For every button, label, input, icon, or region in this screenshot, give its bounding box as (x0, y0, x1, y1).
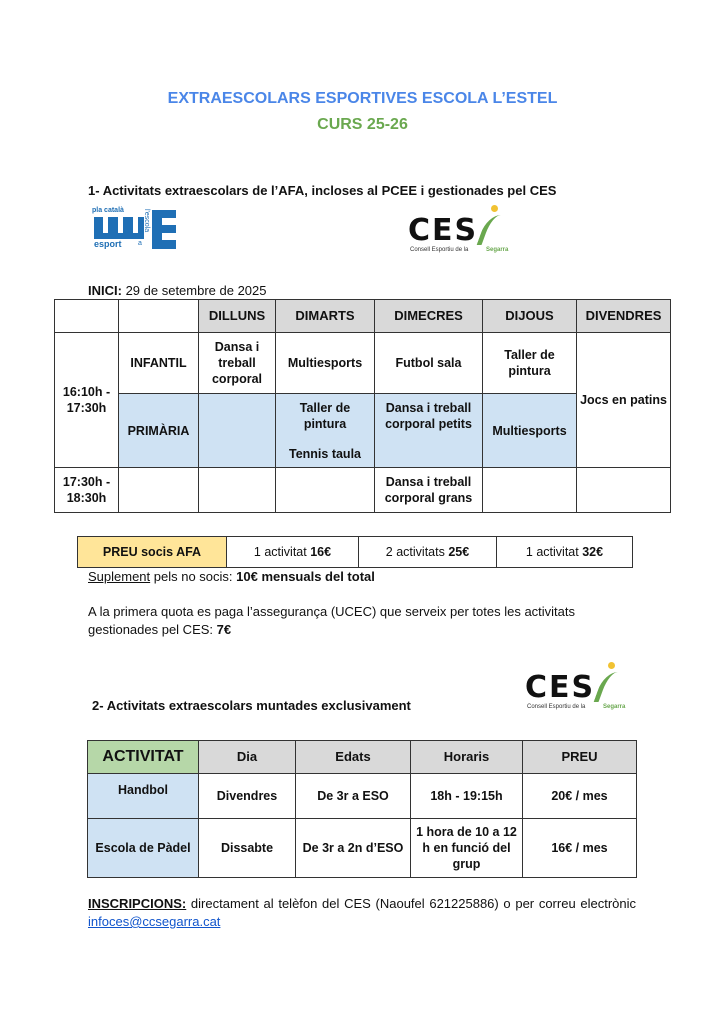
insurance-note: A la primera quota es paga l’assegurança (UCEC) que serveix per totes les activitats gestionades pel CES: 7€ (88, 604, 576, 637)
group-label: INFANTIL (119, 333, 199, 394)
activity-cell: Dansa i treball corporal (199, 333, 276, 394)
activities-table (87, 740, 637, 878)
activity-cell: Multiesports (276, 333, 375, 394)
email-link[interactable]: infoces@ccsegarra.cat (88, 914, 221, 929)
time-slot: 16:10h - 17:30h (55, 333, 119, 468)
ces-logo: CES Consell Esportiu de la Segarra (525, 662, 630, 712)
price-table (77, 536, 633, 568)
day-header: DILLUNS (199, 300, 276, 333)
activity-cell: Dansa i treball corporal petits (375, 394, 483, 468)
day-header: DIMECRES (375, 300, 483, 333)
price-cell: 1 activitat 32€ (497, 537, 633, 568)
time-slot: 17:30h - 18:30h (55, 468, 119, 513)
page-subtitle: CURS 25-26 (317, 116, 408, 133)
page-title: EXTRAESCOLARS ESPORTIVES ESCOLA L’ESTEL (167, 90, 558, 107)
ces-logo: CES Consell Esportiu de la Segarra (408, 205, 513, 255)
group-label: PRIMÀRIA (119, 394, 199, 468)
day-header: DIMARTS (276, 300, 375, 333)
start-date: INICI: 29 de setembre de 2025 (88, 283, 267, 298)
activity-cell: Taller de pintura Tennis taula (276, 394, 375, 468)
activity-cell: Jocs en patins (577, 333, 671, 468)
table-row: Handbol Divendres De 3r a ESO 18h - 19:15h 20€ / mes (88, 774, 637, 819)
table-header-row: ACTIVITAT Dia Edats Horaris PREU (88, 741, 637, 774)
table-row (55, 333, 671, 394)
price-label: PREU socis AFA (78, 537, 227, 568)
activity-cell: Taller de pintura (483, 333, 577, 394)
table-row (55, 468, 671, 513)
activity-cell: Dansa i treball corporal grans (375, 468, 483, 513)
activity-cell: Multiesports (483, 394, 577, 468)
inscriptions-note: INSCRIPCIONS: directament al telèfon del CES (Naoufel 621225886) o per correu electrònic infoces@ccsegarra.cat (88, 896, 636, 929)
price-cell: 2 activitats 25€ (359, 537, 497, 568)
table-row: Escola de Pàdel Dissabte De 3r a 2n d’ESO 1 hora de 10 a 12 h en funció del grup 16€ / mes (88, 819, 637, 878)
supplement-note: Suplement pels no socis: 10€ mensuals del total (88, 569, 375, 584)
schedule-table (54, 299, 671, 513)
price-cell: 1 activitat 16€ (227, 537, 359, 568)
table-header-row (55, 300, 671, 333)
section2-heading: 2- Activitats extraescolars muntades exclusivament (92, 698, 411, 713)
day-header: DIJOUS (483, 300, 577, 333)
pla-catala-logo: pla català esport a l'escola (92, 207, 178, 249)
section1-heading: 1- Activitats extraescolars de l’AFA, incloses al PCEE i gestionades pel CES (88, 183, 557, 198)
activity-cell: Futbol sala (375, 333, 483, 394)
day-header: DIVENDRES (577, 300, 671, 333)
